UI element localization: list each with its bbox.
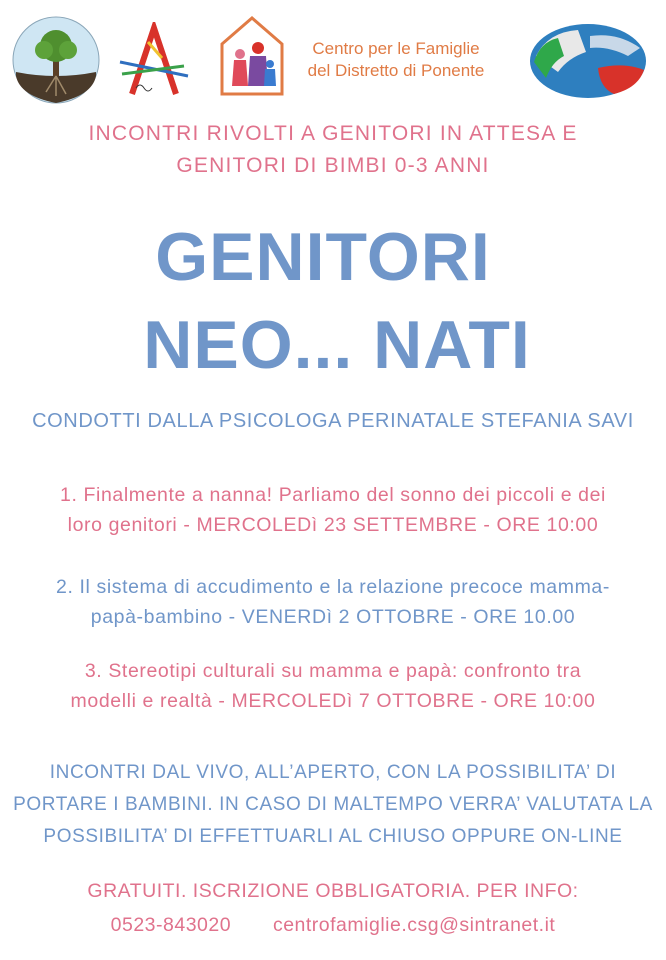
email-address: centrofamiglie.csg@sintranet.it [272, 914, 556, 936]
meeting-3-line-1: 3. Stereotipi culturali su mamma e papà: confronto tra [84, 660, 582, 682]
letter-a-logo-icon [118, 22, 190, 98]
main-title-line-1: GENITORI [155, 219, 491, 295]
meeting-1-line-2: loro genitori - MERCOLEDì 23 SETTEMBRE - ORE 10:00 [67, 514, 599, 536]
conducted-by: CONDOTTI DALLA PSICOLOGA PERINATALE STEFANIA SAVI [32, 410, 634, 432]
footer-line-1: GRATUITI. ISCRIZIONE OBBLIGATORIA. PER INFO: [87, 880, 579, 902]
family-house-logo-icon [218, 14, 286, 96]
centro-line-1: Centro per le Famiglie [312, 39, 480, 58]
tree-logo-icon [12, 16, 100, 104]
main-title-line-2: NEO... NATI [143, 307, 531, 383]
info-line-2: PORTARE I BAMBINI. IN CASO DI MALTEMPO VERRA’ VALUTATA LA [13, 794, 653, 815]
phone-number: 0523-843020 [110, 914, 232, 936]
centro-line-2: del Distretto di Ponente [307, 61, 485, 80]
centro-famiglie-name [296, 38, 496, 82]
info-line-1: INCONTRI DAL VIVO, ALL’APERTO, CON LA POSSIBILITA’ DI [49, 762, 617, 783]
meeting-2-line-1: 2. Il sistema di accudimento e la relazione precoce mamma- [56, 576, 610, 598]
subtitle-line-1: INCONTRI RIVOLTI A GENITORI IN ATTESA E [88, 122, 578, 145]
meeting-1-line-1: 1. Finalmente a nanna! Parliamo del sonno dei piccoli e dei [60, 484, 606, 506]
globe-logo-icon [528, 22, 648, 100]
subtitle-line-2: GENITORI DI BIMBI 0-3 ANNI [176, 154, 490, 177]
meeting-3-line-2: modelli e realtà - MERCOLEDì 7 OTTOBRE - ORE 10:00 [70, 690, 596, 712]
meeting-2-line-2: papà-bambino - VENERDì 2 OTTOBRE - ORE 10.00 [90, 606, 576, 628]
logo-header [0, 0, 666, 110]
info-line-3: POSSIBILITA’ DI EFFETTUARLI AL CHIUSO OPPURE ON-LINE [43, 826, 623, 847]
footer-contacts [0, 914, 666, 937]
